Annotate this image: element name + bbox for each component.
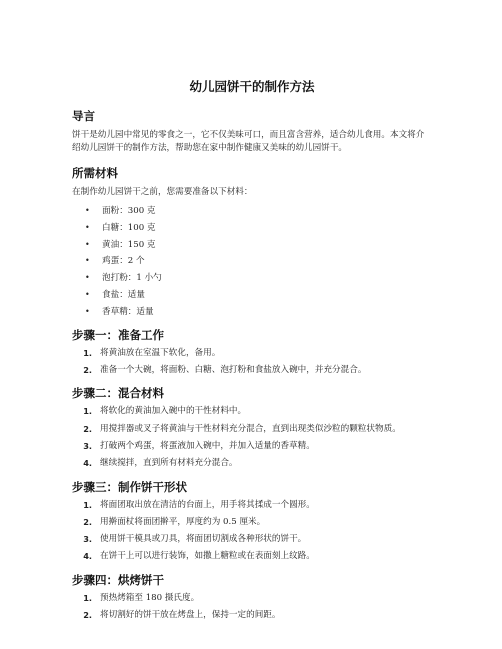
list-item xyxy=(72,270,432,287)
step-text: 用搅拌器或叉子将黄油与干性材料充分混合，直到出现类似沙粒的颗粒状物质。 xyxy=(100,423,401,434)
step-text: 将软化的黄油加入碗中的干性材料中。 xyxy=(100,406,247,417)
material-text: 白糖：100 克 xyxy=(102,222,156,233)
step-number: 2. xyxy=(83,609,92,620)
step-text: 将切割好的饼干放在烤盘上，保持一定的间距。 xyxy=(100,609,281,620)
step-number: 3. xyxy=(83,533,92,544)
step2-heading: 步骤二：混合材料 xyxy=(72,386,164,401)
list-item xyxy=(72,287,432,304)
step2-list xyxy=(72,404,432,470)
bullet-icon: • xyxy=(85,273,90,283)
list-item xyxy=(72,237,432,254)
list-item xyxy=(72,498,432,513)
list-item xyxy=(72,515,432,530)
materials-heading: 所需材料 xyxy=(72,166,118,180)
step-number: 3. xyxy=(83,440,92,451)
step-text: 将黄油放在室温下软化，备用。 xyxy=(100,347,221,358)
step3-list xyxy=(72,498,432,564)
intro-paragraph: 饼干是幼儿园中常见的零食之一，它不仅美味可口，而且富含营养，适合幼儿食用。本文将介绍幼儿园饼干的制作方法，帮助您在家中制作健康又美味的幼儿园饼干。 xyxy=(72,130,425,153)
list-item xyxy=(72,253,432,270)
step4-list xyxy=(72,591,432,623)
step-text: 打破两个鸡蛋，将蛋液加入碗中，并加入适量的香草精。 xyxy=(100,440,315,451)
list-item xyxy=(72,591,432,606)
step-text: 准备一个大碗，将面粉、白糖、泡打粉和食盐放入碗中，并充分混合。 xyxy=(100,364,367,375)
list-item xyxy=(72,532,432,547)
step-number: 4. xyxy=(83,457,92,468)
material-text: 黄油：150 克 xyxy=(102,239,156,250)
materials-list xyxy=(72,203,432,321)
list-item xyxy=(72,422,432,437)
step-number: 1. xyxy=(83,406,92,417)
step4-heading: 步骤四：烘烤饼干 xyxy=(72,572,164,587)
list-item xyxy=(72,456,432,471)
step-text: 使用饼干模具或刀具，将面团切割成各种形状的饼干。 xyxy=(100,533,307,544)
list-item xyxy=(72,439,432,454)
list-item xyxy=(72,203,432,220)
bullet-icon: • xyxy=(85,289,90,299)
list-item xyxy=(72,549,432,564)
bullet-icon: • xyxy=(85,206,90,215)
step-number: 2. xyxy=(83,423,92,434)
material-text: 泡打粉：1 小勺 xyxy=(102,273,162,284)
step-number: 1. xyxy=(83,347,92,358)
material-text: 食盐：适量 xyxy=(102,289,145,300)
material-text: 香草精：适量 xyxy=(102,306,154,317)
bullet-icon: • xyxy=(85,239,90,249)
material-text: 鸡蛋：2 个 xyxy=(102,256,145,267)
step-text: 将面团取出放在清洁的台面上，用手将其揉成一个圆形。 xyxy=(100,499,315,510)
step-number: 4. xyxy=(83,551,92,562)
step-number: 2. xyxy=(83,364,92,375)
intro-heading: 导言 xyxy=(72,109,95,123)
step-number: 1. xyxy=(83,592,92,603)
material-text: 面粉：300 克 xyxy=(102,206,156,216)
step-text: 在饼干上可以进行装饰，如撒上糖粒或在表面刻上纹路。 xyxy=(100,551,315,562)
list-item xyxy=(72,608,432,623)
step1-heading: 步骤一：准备工作 xyxy=(72,327,164,342)
document-page xyxy=(72,78,432,630)
list-item xyxy=(72,346,432,361)
step-number: 1. xyxy=(83,499,92,510)
step-text: 预热烤箱至 180 摄氏度。 xyxy=(100,592,200,603)
document-title: 幼儿园饼干的制作方法 xyxy=(189,79,315,94)
list-item xyxy=(72,304,432,321)
step-text: 用擀面杖将面团擀平，厚度约为 0.5 厘米。 xyxy=(100,516,266,527)
list-item xyxy=(72,363,432,378)
list-item xyxy=(72,404,432,419)
step-number: 2. xyxy=(83,516,92,527)
bullet-icon: • xyxy=(85,306,90,316)
step1-list xyxy=(72,346,432,378)
materials-lead: 在制作幼儿园饼干之前，您需要准备以下材料： xyxy=(72,187,253,197)
bullet-icon: • xyxy=(85,256,90,266)
list-item xyxy=(72,220,432,237)
bullet-icon: • xyxy=(85,222,90,232)
step3-heading: 步骤三：制作饼干形状 xyxy=(72,479,187,494)
step-text: 继续搅拌，直到所有材料充分混合。 xyxy=(100,457,238,468)
